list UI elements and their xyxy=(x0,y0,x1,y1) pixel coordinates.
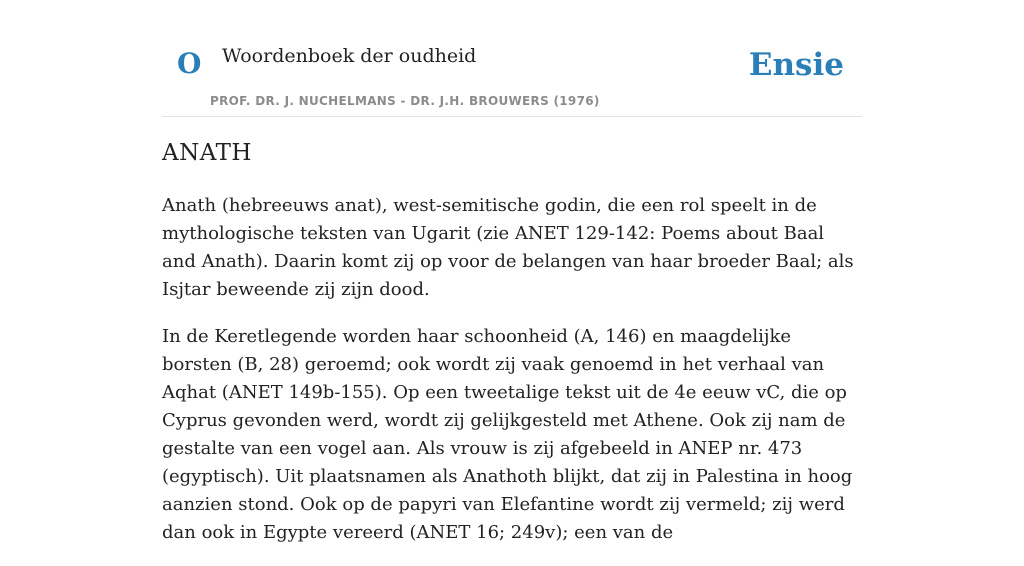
header xyxy=(162,0,862,117)
brand-logo-link[interactable]: Ensie xyxy=(748,47,844,83)
section-letter: O xyxy=(177,47,202,80)
book-title: Woordenboek der oudheid xyxy=(222,45,477,67)
entry-paragraph: In de Keretlegende worden haar schoonheid (A, 146) en maagdelijke borsten (B, 28) geroemd; ook wordt zij vaak genoemd in het verhaal van Aqhat (ANET 149b-155). Op een tweetalige tekst uit de 4e eeuw vC, die op Cyprus gevonden werd, wordt zij gelijkgesteld met Athene. Ook zij nam de gestalte van een vogel aan. Als vrouw is zij afgebeeld in ANEP nr. 473 (egyptisch). Uit plaatsnamen als Anathoth blijkt, dat zij in Palestina in hoog aanzien stond. Ook op de papyri van Elefantine wordt zij vermeld; zij werd dan ook in Egypte vereerd (ANET 16; 249v); een van de xyxy=(162,326,853,543)
entry-title: ANATH xyxy=(162,140,252,166)
entry-body xyxy=(162,192,862,566)
book-authors: PROF. DR. J. NUCHELMANS - DR. J.H. BROUWERS (1976) xyxy=(210,94,600,108)
entry-paragraph: Anath (hebreeuws anat), west-semitische godin, die een rol speelt in de mythologische teksten van Ugarit (zie ANET 129-142: Poems about Baal and Anath). Daarin komt zij op voor de belangen van haar broeder Baal; als Isjtar beweende zij zijn dood. xyxy=(162,195,854,300)
